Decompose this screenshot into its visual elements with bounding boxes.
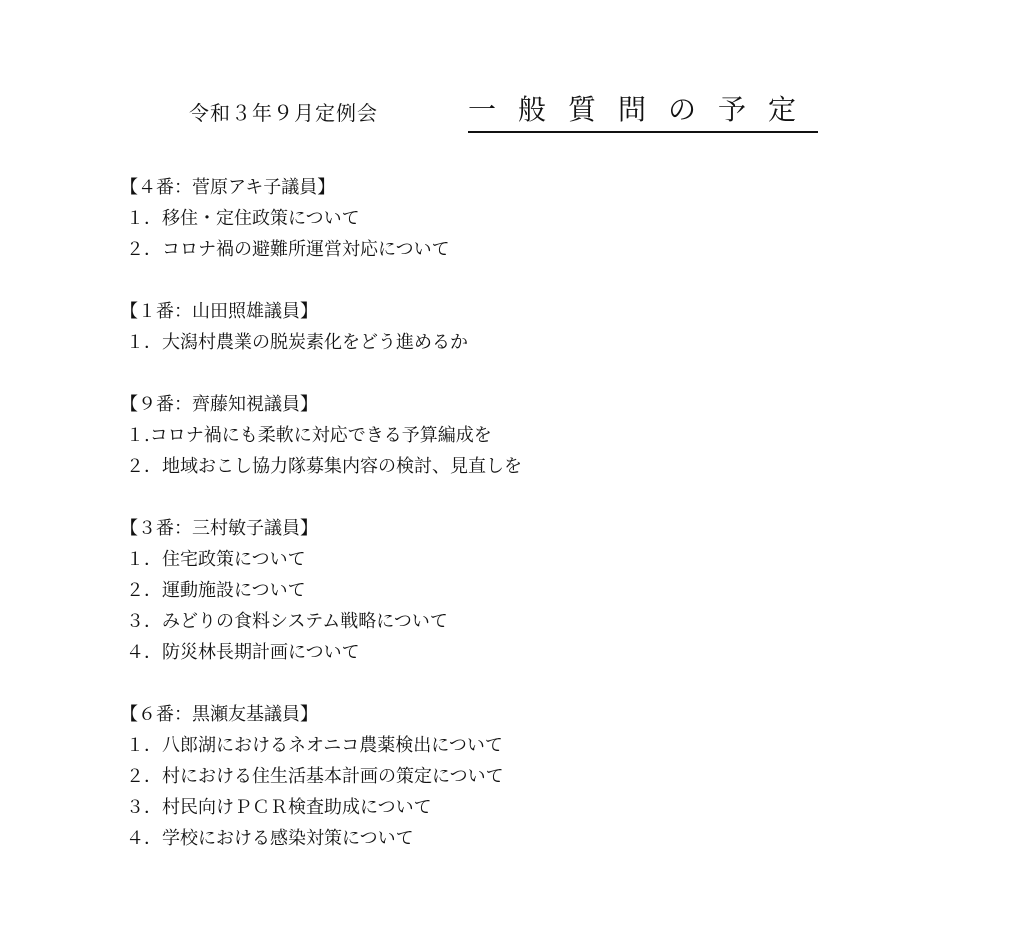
question-item	[120, 823, 940, 854]
questioner-block	[120, 389, 940, 482]
questioner-name: 【３番：三村敏子議員】	[120, 518, 318, 539]
question-item	[120, 637, 940, 668]
questioner-name: 【９番：齊藤知視議員】	[120, 394, 318, 415]
question-item	[120, 203, 940, 234]
question-item	[120, 544, 940, 575]
questioner-name: 【１番：山田照雄議員】	[120, 301, 318, 322]
question-item	[120, 606, 940, 637]
item-number: ３．	[126, 611, 162, 632]
item-number: １.	[126, 425, 150, 446]
questioner-name: 【６番：黒瀬友基議員】	[120, 704, 318, 725]
question-item	[120, 327, 940, 358]
question-item	[120, 234, 940, 265]
document-header	[0, 88, 1024, 138]
item-number: ２．	[126, 580, 162, 601]
item-number: １．	[126, 735, 162, 756]
item-topic: 村民向けＰＣＲ検査助成について	[162, 797, 432, 818]
item-topic: 村における住生活基本計画の策定について	[162, 766, 504, 787]
item-number: ２．	[126, 239, 162, 260]
item-topic: コロナ禍にも柔軟に対応できる予算編成を	[149, 425, 492, 446]
item-topic: みどりの食料システム戦略について	[162, 611, 448, 632]
item-number: １．	[126, 208, 162, 229]
item-number: ４．	[126, 828, 162, 849]
item-number: ３．	[126, 797, 162, 818]
item-number: １．	[126, 332, 162, 353]
question-item	[120, 451, 940, 482]
item-number: ４．	[126, 642, 162, 663]
page-title: 一般質問の予定	[468, 88, 818, 133]
item-topic: 八郎湖におけるネオニコ農薬検出について	[162, 735, 503, 756]
item-topic: 運動施設について	[162, 580, 306, 601]
questioner-block	[120, 296, 940, 358]
session-name: 令和３年９月定例会	[189, 101, 378, 125]
item-number: １．	[126, 549, 162, 570]
item-number: ２．	[126, 456, 162, 477]
item-topic: 住宅政策について	[162, 549, 306, 570]
questioner-name: 【４番：菅原アキ子議員】	[120, 177, 336, 198]
question-item	[120, 575, 940, 606]
item-number: ２．	[126, 766, 162, 787]
item-topic: 地域おこし協力隊募集内容の検討、見直しを	[162, 456, 522, 477]
item-topic: 学校における感染対策について	[162, 828, 414, 849]
questioner-block	[120, 699, 940, 854]
item-topic: コロナ禍の避難所運営対応について	[162, 239, 450, 260]
question-item	[120, 730, 940, 761]
question-schedule	[120, 172, 940, 885]
item-topic: 大潟村農業の脱炭素化をどう進めるか	[162, 332, 468, 353]
item-topic: 移住・定住政策について	[162, 208, 360, 229]
questioner-block	[120, 513, 940, 668]
item-topic: 防災林長期計画について	[162, 642, 360, 663]
questioner-block	[120, 172, 940, 265]
question-item	[120, 792, 940, 823]
question-item	[120, 761, 940, 792]
question-item	[120, 420, 940, 451]
